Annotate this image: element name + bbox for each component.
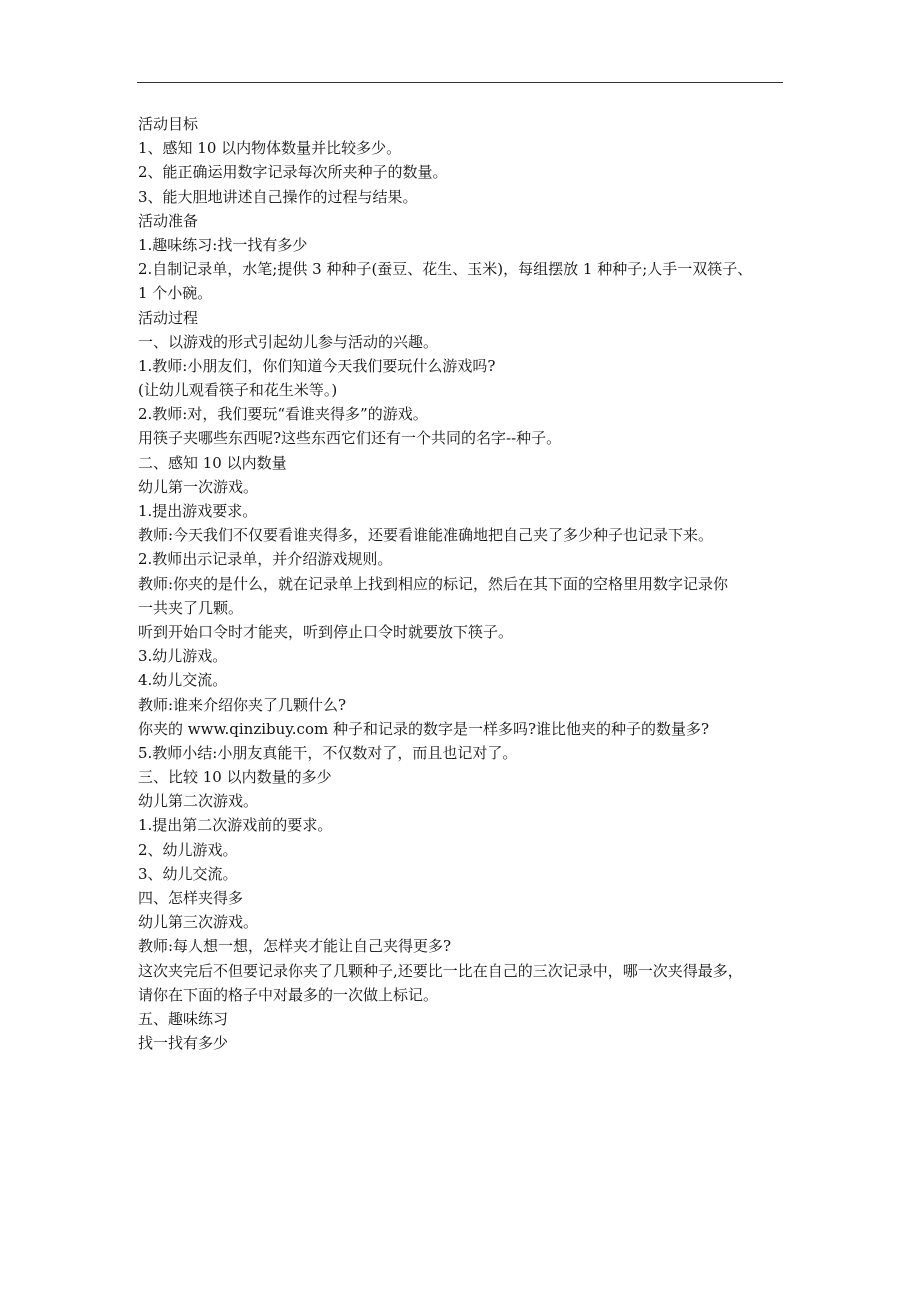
text-line: 2.自制记录单，水笔;提供 3 种种子(蚕豆、花生、玉米)，每组摆放 1 种种子;人手一双筷子、 bbox=[138, 260, 753, 279]
text-line: 幼儿第二次游戏。 bbox=[138, 792, 259, 811]
text-line: 一、以游戏的形式引起幼儿参与活动的兴趣。 bbox=[138, 332, 439, 351]
text-line: 3、能大胆地讲述自己操作的过程与结果。 bbox=[138, 187, 418, 206]
text-line: 幼儿第三次游戏。 bbox=[138, 913, 259, 932]
text-line: 2.教师出示记录单，并介绍游戏规则。 bbox=[138, 550, 393, 569]
section-heading-preparation: 活动准备 bbox=[138, 211, 199, 230]
text-line: 一共夹了几颗。 bbox=[138, 598, 244, 617]
text-line: 5.教师小结:小朋友真能干，不仅数对了，而且也记对了。 bbox=[138, 743, 518, 762]
text-line: 1.提出第二次游戏前的要求。 bbox=[138, 816, 333, 835]
text-line: 教师:谁来介绍你夹了几颗什么? bbox=[138, 695, 347, 714]
section-heading-process: 活动过程 bbox=[138, 308, 199, 327]
text-line: 1、感知 10 以内物体数量并比较多少。 bbox=[138, 139, 402, 158]
text-line: 2.教师:对，我们要玩“看谁夹得多”的游戏。 bbox=[138, 405, 428, 424]
text-line: 听到开始口令时才能夹，听到停止口令时就要放下筷子。 bbox=[138, 622, 514, 641]
text-line: 3、幼儿交流。 bbox=[138, 864, 238, 883]
text-line: 幼儿第一次游戏。 bbox=[138, 477, 259, 496]
document-body bbox=[138, 112, 786, 1055]
text-line: (让幼儿观看筷子和花生米等。) bbox=[138, 381, 338, 400]
text-line: 请你在下面的格子中对最多的一次做上标记。 bbox=[138, 985, 439, 1004]
text-line: 二、感知 10 以内数量 bbox=[138, 453, 287, 472]
header-rule bbox=[137, 82, 783, 83]
text-line: 1.趣味练习:找一找有多少 bbox=[138, 235, 308, 254]
text-line: 教师:今天我们不仅要看谁夹得多，还要看谁能准确地把自己夹了多少种子也记录下来。 bbox=[138, 526, 714, 545]
text-line: 2、幼儿游戏。 bbox=[138, 840, 238, 859]
text-line: 教师:每人想一想，怎样夹才能让自己夹得更多? bbox=[138, 937, 452, 956]
section-heading-goals: 活动目标 bbox=[138, 115, 199, 133]
text-line: 三、比较 10 以内数量的多少 bbox=[138, 768, 332, 787]
text-line: 这次夹完后不但要记录你夹了几颗种子,还要比一比在自己的三次记录中，哪一次夹得最多， bbox=[138, 961, 743, 980]
text-line: 用筷子夹哪些东西呢?这些东西它们还有一个共同的名字--种子。 bbox=[138, 429, 562, 448]
text-line: 1 个小碗。 bbox=[138, 284, 213, 303]
text-line: 你夹的 www.qinzibuy.com 种子和记录的数字是一样多吗?谁比他夹的种子的数量多? bbox=[138, 719, 710, 738]
text-line: 四、怎样夹得多 bbox=[138, 889, 244, 907]
text-line: 教师:你夹的是什么，就在记录单上找到相应的标记，然后在其下面的空格里用数字记录你 bbox=[138, 574, 729, 593]
text-line: 1.教师:小朋友们，你们知道今天我们要玩什么游戏吗? bbox=[138, 356, 496, 375]
text-line: 找一找有多少 bbox=[138, 1034, 229, 1053]
text-line: 五、趣味练习 bbox=[138, 1009, 229, 1028]
text-line: 1.提出游戏要求。 bbox=[138, 502, 258, 520]
text-line: 2、能正确运用数字记录每次所夹种子的数量。 bbox=[138, 163, 448, 182]
text-line: 3.幼儿游戏。 bbox=[138, 647, 228, 666]
text-line: 4.幼儿交流。 bbox=[138, 671, 228, 690]
